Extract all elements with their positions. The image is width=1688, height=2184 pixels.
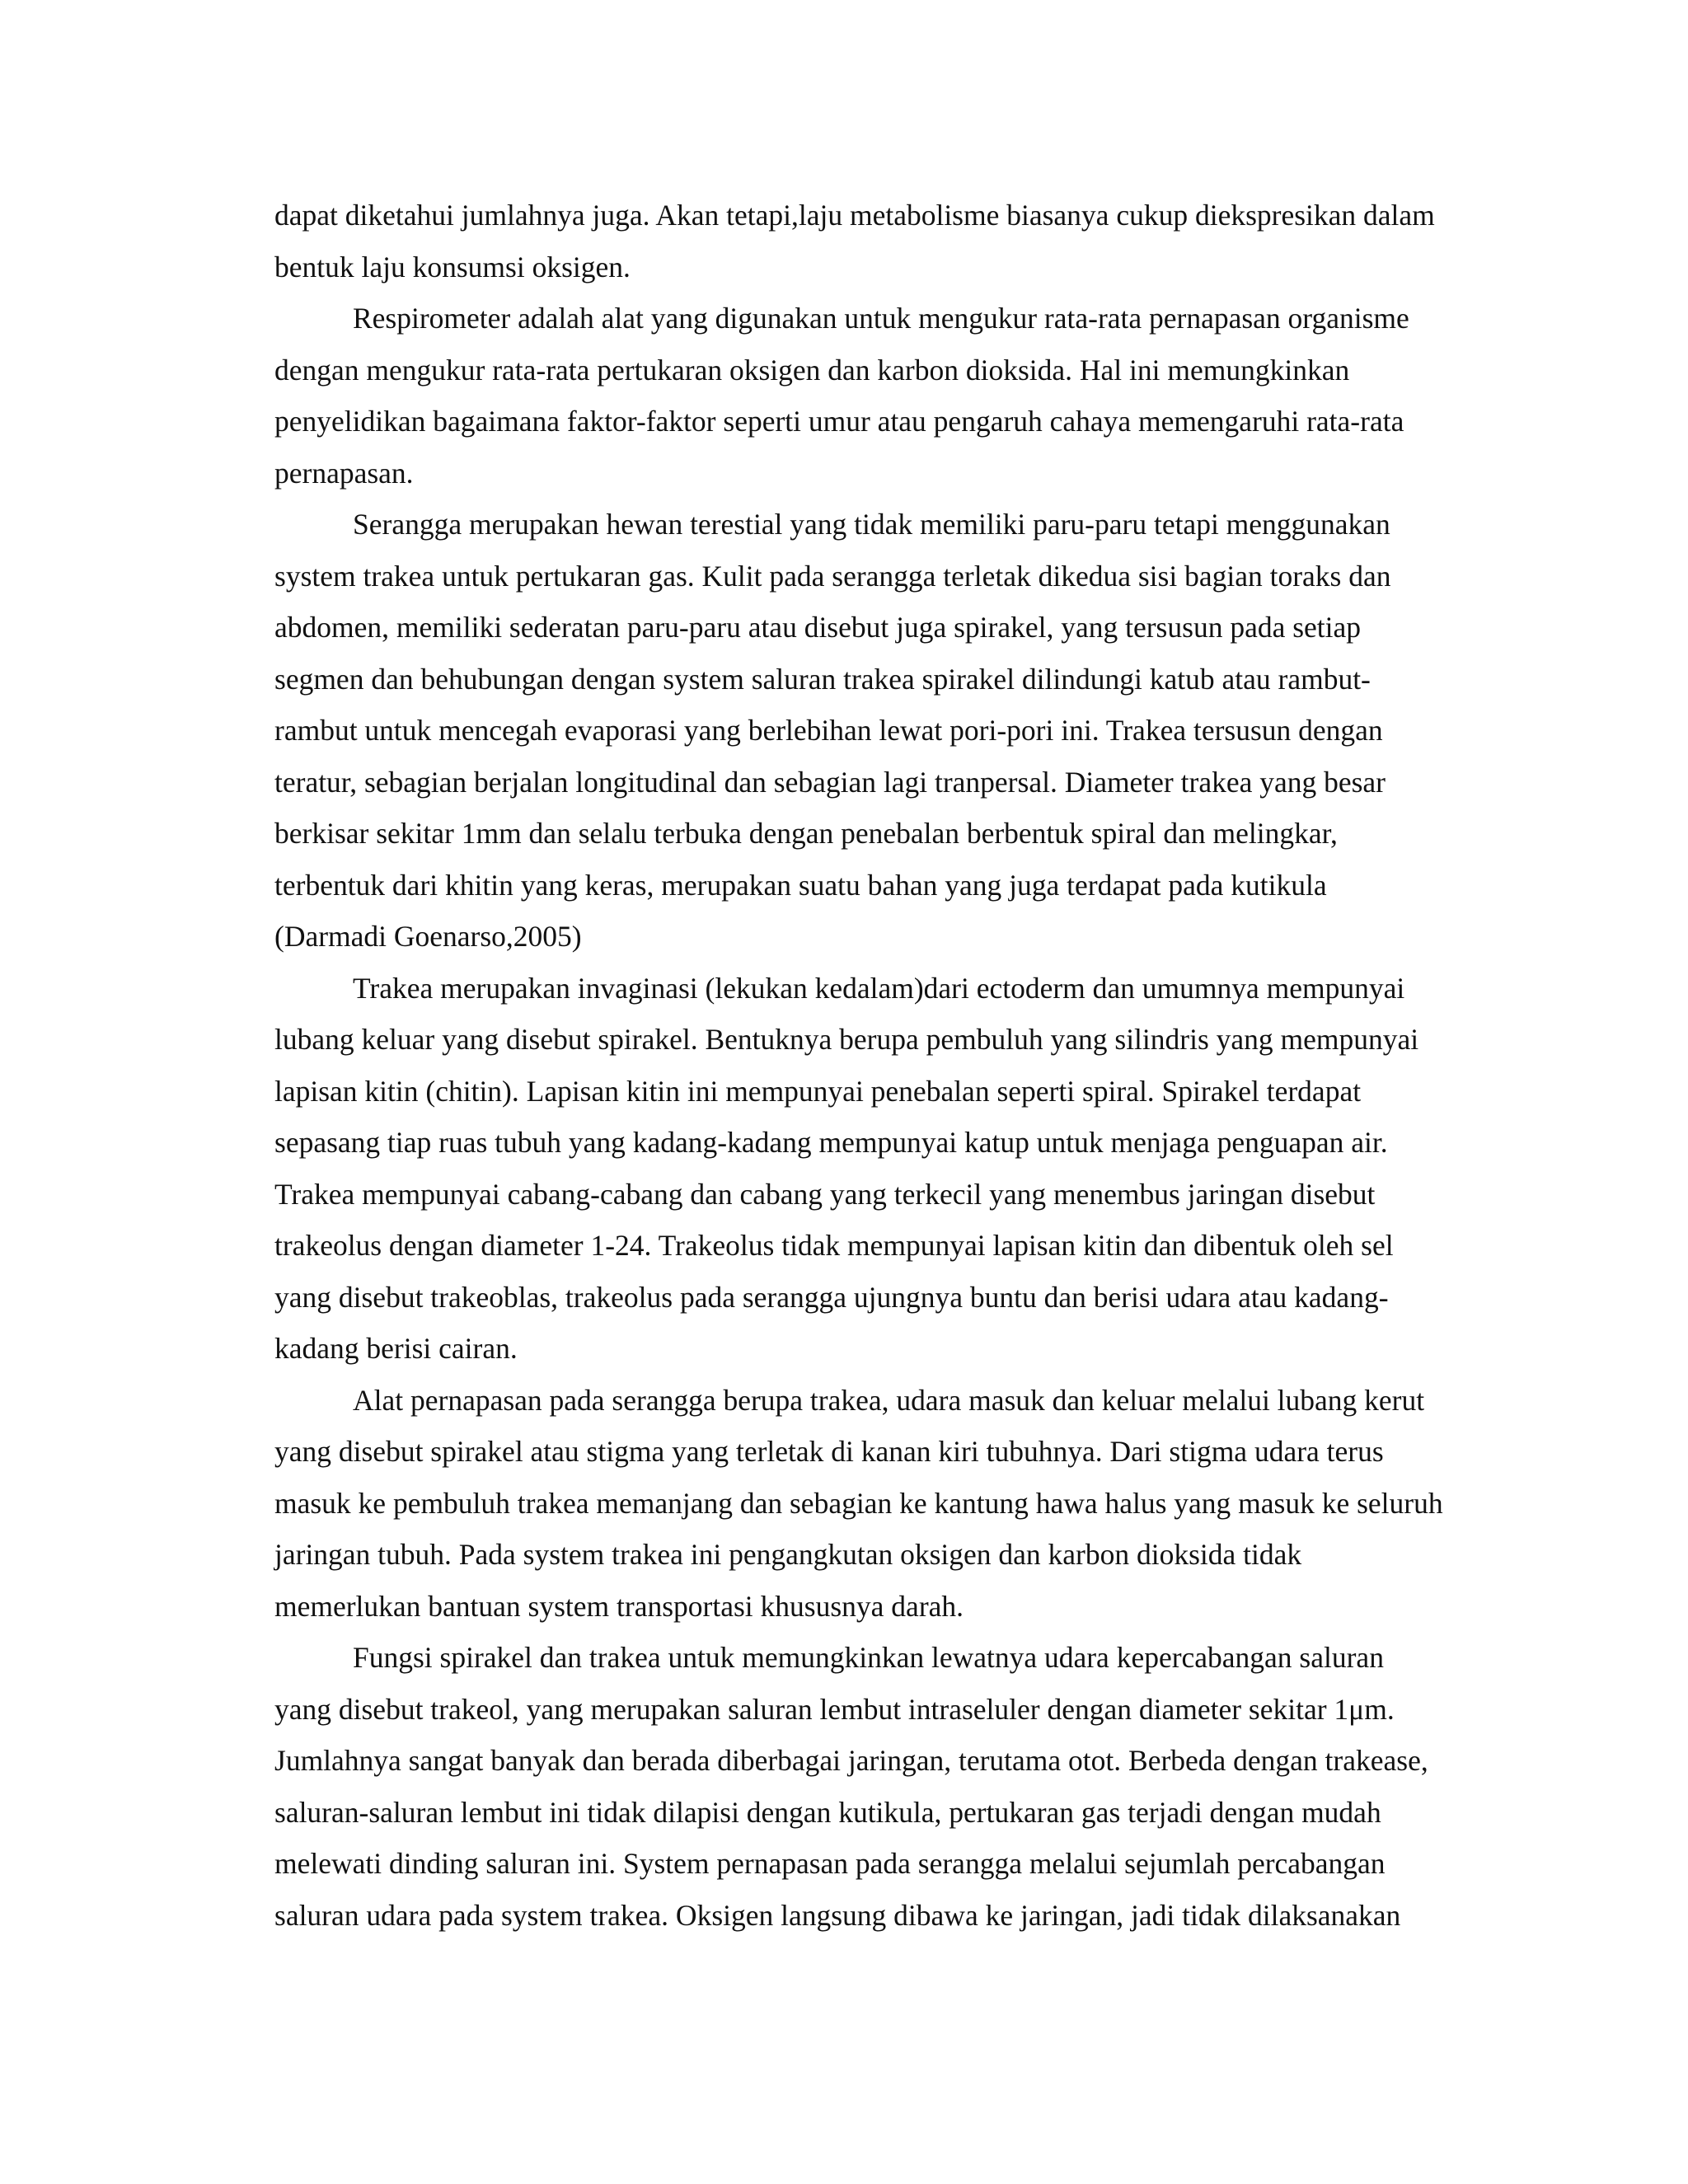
text-line: terbentuk dari khitin yang keras, merupakan suatu bahan yang juga terdapat pada kutikula bbox=[274, 869, 1327, 902]
text-line: yang disebut spirakel atau stigma yang terletak di kanan kiri tubuhnya. Dari stigma udara terus bbox=[274, 1435, 1384, 1468]
text-line: saluran udara pada system trakea. Oksigen langsung dibawa ke jaringan, jadi tidak dilaksanakan bbox=[274, 1899, 1401, 1932]
paragraph-first-line: Alat pernapasan pada serangga berupa trakea, udara masuk dan keluar melalui lubang kerut bbox=[353, 1384, 1425, 1417]
text-line: saluran-saluran lembut ini tidak dilapisi dengan kutikula, pertukaran gas terjadi dengan mudah bbox=[274, 1796, 1381, 1829]
text-line: trakeolus dengan diameter 1-24. Trakeolus tidak mempunyai lapisan kitin dan dibentuk oleh sel bbox=[274, 1229, 1394, 1262]
text-line: teratur, sebagian berjalan longitudinal dan sebagian lagi tranpersal. Diameter trakea yang besar bbox=[274, 766, 1386, 799]
text-line: Jumlahnya sangat banyak dan berada diberbagai jaringan, terutama otot. Berbeda dengan trakease, bbox=[274, 1744, 1428, 1777]
paragraph-first-line: Fungsi spirakel dan trakea untuk memungkinkan lewatnya udara kepercabangan saluran bbox=[353, 1641, 1384, 1674]
paragraph-first-line: Trakea merupakan invaginasi (lekukan kedalam)dari ectoderm dan umumnya mempunyai bbox=[353, 972, 1405, 1005]
text-line: system trakea untuk pertukaran gas. Kulit pada serangga terletak dikedua sisi bagian toraks dan bbox=[274, 560, 1391, 593]
text-line: lubang keluar yang disebut spirakel. Bentuknya berupa pembuluh yang silindris yang mempunyai bbox=[274, 1023, 1419, 1056]
text-line: pernapasan. bbox=[274, 457, 414, 490]
text-line: segmen dan behubungan dengan system saluran trakea spirakel dilindungi katub atau rambut- bbox=[274, 663, 1371, 696]
text-line: berkisar sekitar 1mm dan selalu terbuka dengan penebalan berbentuk spiral dan melingkar, bbox=[274, 817, 1338, 850]
paragraph-first-line: Respirometer adalah alat yang digunakan untuk mengukur rata-rata pernapasan organisme bbox=[353, 302, 1409, 335]
text-line: yang disebut trakeoblas, trakeolus pada serangga ujungnya buntu dan berisi udara atau kadang- bbox=[274, 1281, 1389, 1314]
text-line: kadang berisi cairan. bbox=[274, 1332, 518, 1365]
text-line: bentuk laju konsumsi oksigen. bbox=[274, 251, 631, 284]
text-line: sepasang tiap ruas tubuh yang kadang-kadang mempunyai katup untuk menjaga penguapan air. bbox=[274, 1126, 1388, 1159]
paragraph-first-line: Serangga merupakan hewan terestial yang tidak memiliki paru-paru tetapi menggunakan bbox=[353, 508, 1390, 541]
text-line: Trakea mempunyai cabang-cabang dan cabang yang terkecil yang menembus jaringan disebut bbox=[274, 1178, 1376, 1211]
text-line: melewati dinding saluran ini. System pernapasan pada serangga melalui sejumlah percabangan bbox=[274, 1847, 1386, 1880]
text-line: dapat diketahui jumlahnya juga. Akan tetapi,laju metabolisme biasanya cukup diekspresikan dalam bbox=[274, 199, 1435, 232]
text-line: memerlukan bantuan system transportasi khususnya darah. bbox=[274, 1590, 964, 1623]
text-line: rambut untuk mencegah evaporasi yang berlebihan lewat pori-pori ini. Trakea tersusun dengan bbox=[274, 714, 1383, 747]
text-line: lapisan kitin (chitin). Lapisan kitin ini mempunyai penebalan seperti spiral. Spirakel terdapat bbox=[274, 1075, 1362, 1108]
text-line: (Darmadi Goenarso,2005) bbox=[274, 920, 582, 953]
text-line: penyelidikan bagaimana faktor-faktor seperti umur atau pengaruh cahaya memengaruhi rata-rata bbox=[274, 405, 1404, 438]
text-line: masuk ke pembuluh trakea memanjang dan sebagian ke kantung hawa halus yang masuk ke seluruh bbox=[274, 1487, 1443, 1520]
text-line: abdomen, memiliki sederatan paru-paru atau disebut juga spirakel, yang tersusun pada setiap bbox=[274, 611, 1362, 644]
text-line: dengan mengukur rata-rata pertukaran oksigen dan karbon dioksida. Hal ini memungkinkan bbox=[274, 354, 1350, 387]
text-line: jaringan tubuh. Pada system trakea ini pengangkutan oksigen dan karbon dioksida tidak bbox=[274, 1538, 1302, 1571]
text-line: yang disebut trakeol, yang merupakan saluran lembut intraseluler dengan diameter sekitar 1μm. bbox=[274, 1693, 1395, 1726]
